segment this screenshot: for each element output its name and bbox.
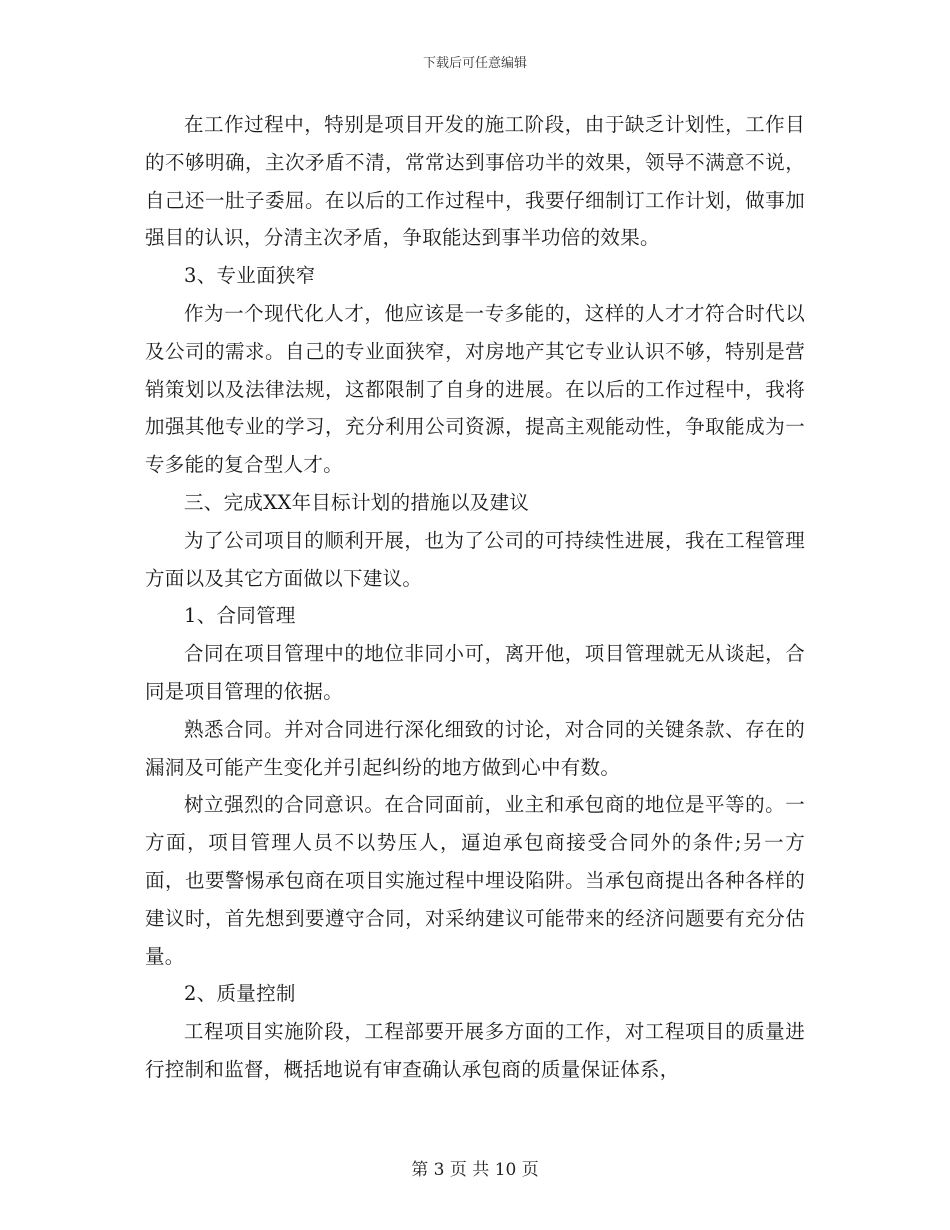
- paragraph: 作为一个现代化人才，他应该是一专多能的，这样的人才才符合时代以及公司的需求。自己的专业面狭窄，对房地产其它专业认识不够，特别是营销策划以及法律法规，这都限制了自身的进展。在以后的工作过程中，我将加强其他专业的学习，充分利用公司资源，提高主观能动性，争取能成为一专多能的复合型人才。: [145, 301, 805, 477]
- section-heading: 3、专业面狭窄: [184, 264, 316, 288]
- section-heading: 1、合同管理: [184, 604, 296, 628]
- paragraph: 熟悉合同。并对合同进行深化细致的讨论，对合同的关键条款、存在的漏洞及可能产生变化并引起纠纷的地方做到心中有数。: [145, 717, 805, 779]
- document-body: [145, 106, 805, 1089]
- page-header: 下载后可任意编辑: [422, 56, 527, 71]
- section-heading: 2、质量控制: [184, 982, 296, 1006]
- paragraph: 合同在项目管理中的地位非同小可，离开他，项目管理就无从谈起，合同是项目管理的依据。: [145, 642, 805, 703]
- paragraph: 树立强烈的合同意识。在合同面前，业主和承包商的地位是平等的。一方面，项目管理人员不以势压人，逼迫承包商接受合同外的条件;另一方面，也要警惕承包商在项目实施过程中埋设陷阱。当承包商提出各种各样的建议时，首先想到要遵守合同，对采纳建议可能带来的经济问题要有充分估量。: [145, 793, 805, 968]
- section-heading: 三、完成XX年目标计划的措施以及建议: [184, 490, 530, 514]
- paragraph: 工程项目实施阶段，工程部要开展多方面的工作，对工程项目的质量进行控制和监督，概括地说有审查确认承包商的质量保证体系，: [145, 1020, 805, 1081]
- page-footer: 第 3 页 共 10 页: [411, 1160, 539, 1180]
- paragraph: 为了公司项目的顺利开展，也为了公司的可持续性进展，我在工程管理方面以及其它方面做以下建议。: [145, 528, 805, 590]
- paragraph: 在工作过程中，特别是项目开发的施工阶段，由于缺乏计划性，工作目的不够明确，主次矛盾不清，常常达到事倍功半的效果，领导不满意不说，自己还一肚子委屈。在以后的工作过程中，我要仔细制订工作计划，做事加强目的认识，分清主次矛盾，争取能达到事半功倍的效果。: [145, 113, 805, 250]
